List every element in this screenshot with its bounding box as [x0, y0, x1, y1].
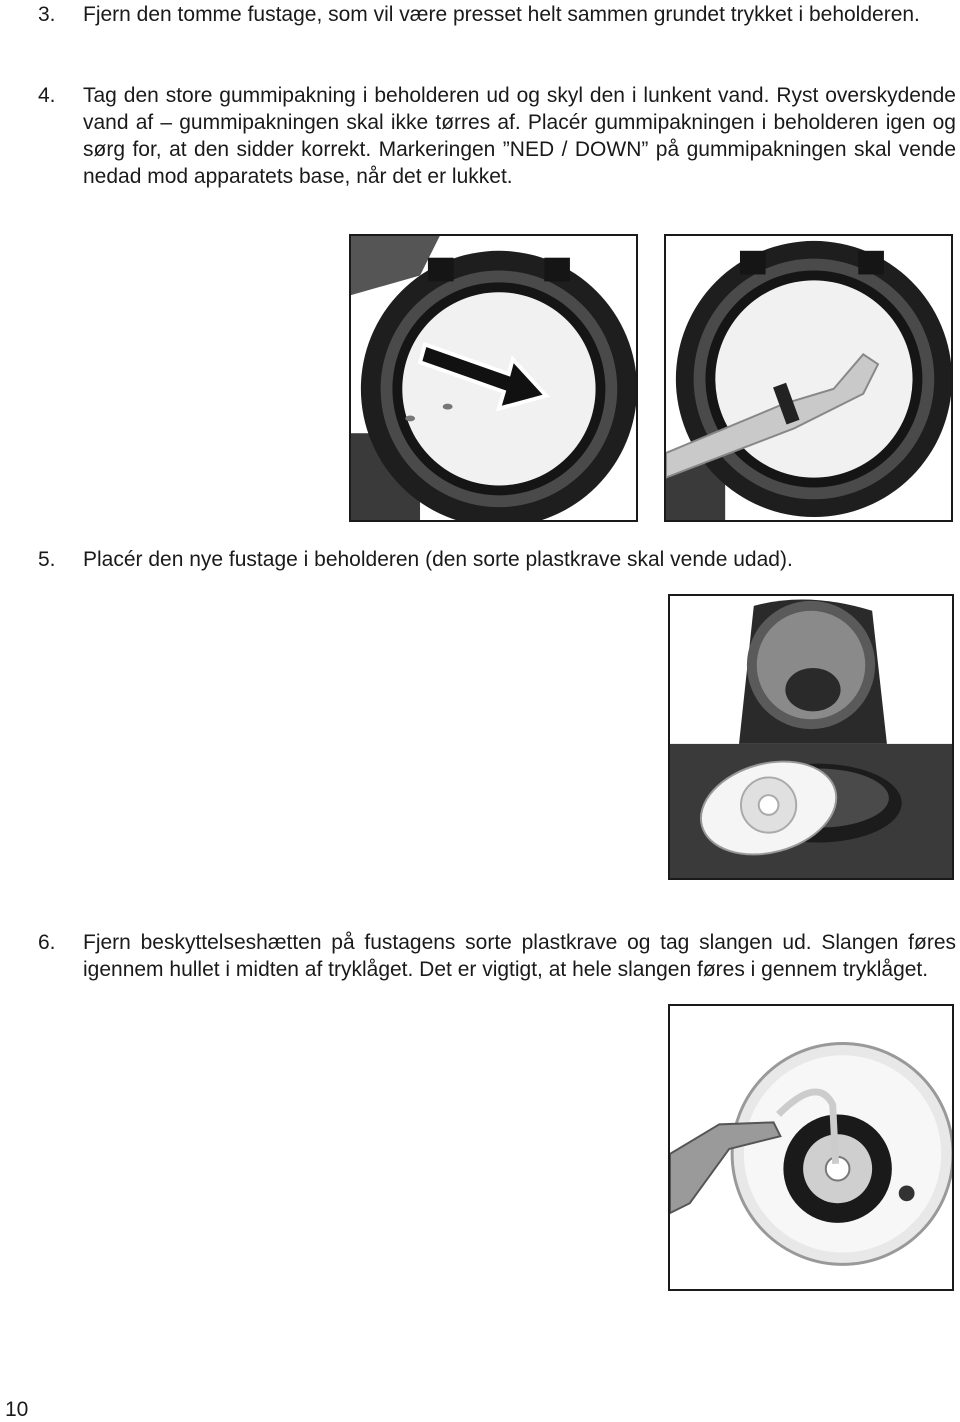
step-text: Fjern beskyttelseshætten på fustagens sorte plastkrave og tag slangen ud. Slangen føres igennem hullet i midten af tryklåget. Det er vigtigt, at hele slangen føres i gennem tryklåget. [83, 931, 956, 981]
keg-placement-illustration [670, 596, 952, 878]
photo-hose-through-lid [668, 1004, 954, 1291]
step-4 [38, 82, 956, 190]
step-number: 3. [38, 3, 56, 26]
photo-hand-placing-gasket [664, 234, 953, 522]
photo-gasket-with-arrow [349, 234, 638, 522]
gasket-arrow-illustration [351, 236, 636, 520]
hose-lid-illustration [670, 1006, 952, 1289]
step-3 [38, 1, 956, 28]
step-text: Tag den store gummipakning i beholderen ud og skyl den i lunkent vand. Ryst overskydende vand af – gummipakningen skal ikke tørres af. Placér gummipakningen i beholderen igen og sørg for, at den sidder korrekt. Markeringen ”NED / DOWN” på gummipakningen skal vende nedad mod apparatets base, når det er lukket. [83, 84, 956, 188]
hand-gasket-illustration [666, 236, 951, 520]
step-5 [38, 546, 956, 573]
photo-new-keg-placed [668, 594, 954, 880]
step-6 [38, 929, 956, 983]
step-text: Placér den nye fustage i beholderen (den sorte plastkrave skal vende udad). [83, 548, 793, 571]
step-number: 6. [38, 931, 56, 954]
step-text: Fjern den tomme fustage, som vil være presset helt sammen grundet trykket i beholderen. [83, 3, 920, 26]
step-number: 5. [38, 548, 56, 571]
step-number: 4. [38, 84, 56, 107]
page-number: 10 [5, 1398, 29, 1421]
